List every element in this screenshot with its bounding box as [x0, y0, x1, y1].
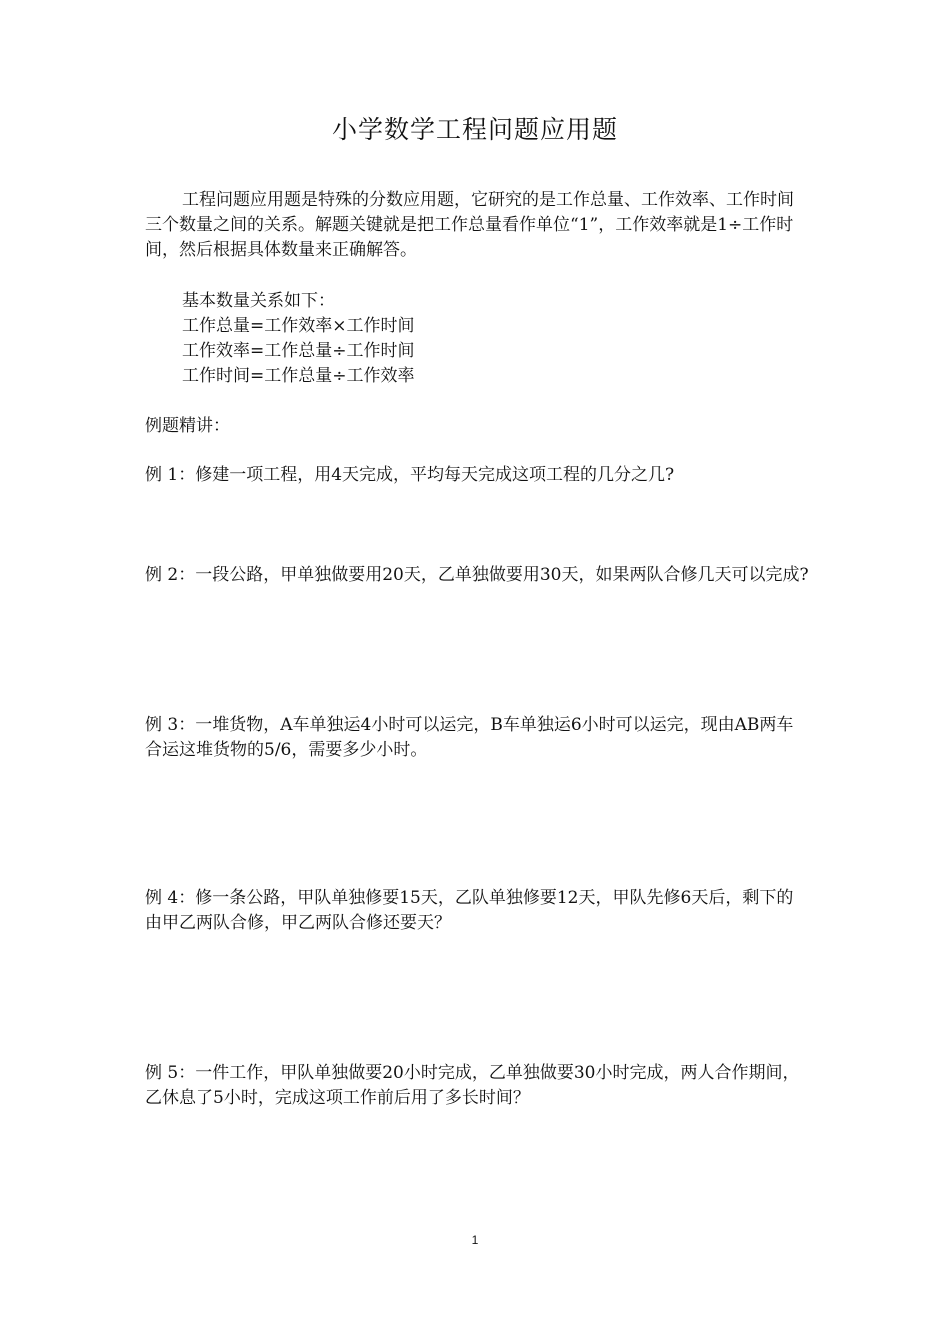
relation-efficiency: 工作效率=工作总量÷工作时间 [182, 341, 415, 361]
relation-time: 工作时间=工作总量÷工作效率 [182, 366, 415, 386]
relations-heading: 基本数量关系如下： [182, 291, 335, 311]
example-text: 修一条公路，甲队单独修要15天，乙队单独修要12天，甲队先修6天后，剩下的由甲乙两队合修，甲乙两队合修还要天？ [145, 888, 794, 933]
example-text: 一堆货物，A车单独运4小时可以运完，B车单独运6小时可以运完，现由AB两车合运这堆货物的5/6，需要多少小时。 [145, 715, 794, 760]
example-label: 例 3： [145, 715, 196, 735]
example-1 [145, 463, 810, 488]
example-4 [145, 886, 810, 936]
example-text: 一件工作，甲队单独做要20小时完成，乙单独做要30小时完成，两人合作期间，乙休息了5小时，完成这项工作前后用了多长时间？ [145, 1063, 800, 1108]
example-3 [145, 713, 810, 763]
document-title: 小学数学工程问题应用题 [331, 115, 618, 144]
example-label: 例 5： [145, 1063, 196, 1083]
intro-paragraph: 工程问题应用题是特殊的分数应用题，它研究的是工作总量、工作效率、工作时间三个数量之间的关系。解题关键就是把工作总量看作单位“1”，工作效率就是1÷工作时间，然后根据具体数量来正确解答。 [145, 190, 794, 260]
examples-heading: 例题精讲： [145, 416, 230, 436]
page-number: 1 [471, 1233, 479, 1247]
example-2 [145, 563, 810, 588]
relation-total-work: 工作总量=工作效率×工作时间 [182, 316, 415, 336]
example-label: 例 1： [145, 465, 196, 485]
example-5 [145, 1061, 810, 1111]
example-label: 例 2： [145, 565, 196, 585]
example-label: 例 4： [145, 888, 196, 908]
example-text: 修建一项工程，用4天完成，平均每天完成这项工程的几分之几? [195, 465, 675, 485]
example-text: 一段公路，甲单独做要用20天，乙单独做要用30天，如果两队合修几天可以完成? [195, 565, 809, 585]
